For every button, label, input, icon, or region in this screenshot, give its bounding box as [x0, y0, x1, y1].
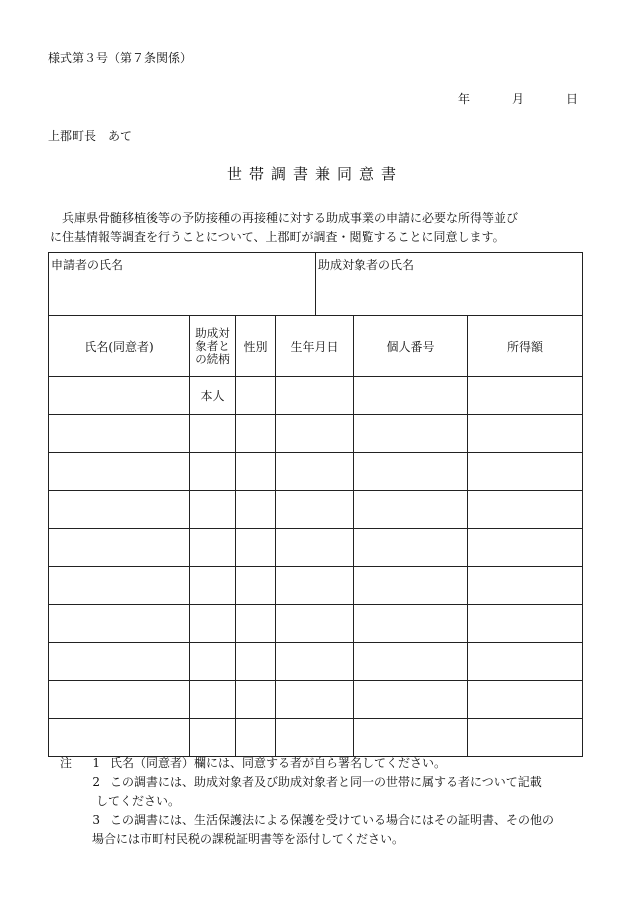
relation-cell[interactable]	[190, 719, 236, 757]
income-cell[interactable]	[468, 529, 583, 567]
note-1-number: 1	[92, 756, 100, 770]
relation-cell[interactable]	[190, 643, 236, 681]
income-cell[interactable]	[468, 491, 583, 529]
id-number-cell[interactable]	[354, 491, 468, 529]
sex-cell[interactable]	[236, 415, 276, 453]
dob-cell[interactable]	[276, 415, 354, 453]
date-line	[458, 90, 578, 107]
notes-section	[60, 754, 590, 849]
id-number-cell[interactable]	[354, 643, 468, 681]
name-cell[interactable]	[49, 453, 190, 491]
income-cell[interactable]	[468, 681, 583, 719]
addressee: 上郡町長 あて	[48, 129, 133, 143]
table-row	[49, 529, 583, 567]
income-cell[interactable]	[468, 719, 583, 757]
dob-cell[interactable]	[276, 719, 354, 757]
form-number: 様式第３号（第７条関係）	[48, 51, 193, 65]
col-header-id-number: 個人番号	[354, 316, 468, 377]
name-cell[interactable]	[49, 529, 190, 567]
dob-cell[interactable]	[276, 529, 354, 567]
table-row	[49, 377, 583, 415]
applicant-name-label: 申請者の氏名	[51, 258, 124, 272]
table-row	[49, 681, 583, 719]
dob-cell[interactable]	[276, 567, 354, 605]
dob-cell[interactable]	[276, 453, 354, 491]
col-header-dob: 生年月日	[276, 316, 354, 377]
note-2-continuation: してください。	[96, 794, 181, 808]
date-year-label: 年	[458, 92, 471, 106]
income-cell[interactable]	[468, 415, 583, 453]
consent-line-2: に住基情報等調査を行うことについて、上郡町が調査・閲覧することに同意します。	[50, 230, 505, 244]
date-month-label: 月	[511, 92, 524, 106]
table-row	[49, 491, 583, 529]
sex-cell[interactable]	[236, 643, 276, 681]
income-cell[interactable]	[468, 643, 583, 681]
sex-cell[interactable]	[236, 719, 276, 757]
target-name-field[interactable]	[316, 253, 583, 316]
sex-cell[interactable]	[236, 567, 276, 605]
consent-statement	[48, 209, 582, 247]
relation-cell[interactable]	[190, 415, 236, 453]
relation-cell[interactable]	[190, 529, 236, 567]
sex-cell[interactable]	[236, 491, 276, 529]
id-number-cell[interactable]	[354, 681, 468, 719]
name-cell[interactable]	[49, 377, 190, 415]
household-table	[48, 252, 583, 757]
relation-cell[interactable]	[190, 605, 236, 643]
table-row	[49, 415, 583, 453]
dob-cell[interactable]	[276, 643, 354, 681]
name-cell[interactable]	[49, 567, 190, 605]
relation-cell[interactable]	[190, 567, 236, 605]
sex-cell[interactable]	[236, 453, 276, 491]
id-number-cell[interactable]	[354, 453, 468, 491]
dob-cell[interactable]	[276, 681, 354, 719]
note-3-continuation: 場合には市町村民税の課税証明書等を添付してください。	[92, 832, 405, 846]
table-row	[49, 605, 583, 643]
note-3-number: 3	[92, 813, 100, 827]
note-2-number: 2	[92, 775, 100, 789]
notes-prefix: 注	[60, 756, 73, 770]
date-day-label: 日	[565, 92, 578, 106]
income-cell[interactable]	[468, 567, 583, 605]
income-cell[interactable]	[468, 453, 583, 491]
id-number-cell[interactable]	[354, 605, 468, 643]
sex-cell[interactable]	[236, 681, 276, 719]
note-1-text: 氏名（同意者）欄には、同意する者が自ら署名してください。	[110, 756, 447, 770]
income-cell[interactable]	[468, 377, 583, 415]
document-title: 世帯調書兼同意書	[226, 165, 403, 183]
relation-cell[interactable]	[190, 491, 236, 529]
relation-cell[interactable]	[190, 453, 236, 491]
id-number-cell[interactable]	[354, 567, 468, 605]
table-row	[49, 453, 583, 491]
consent-line-1: 兵庫県骨髄移植後等の予防接種の再接種に対する助成事業の申請に必要な所得等並び	[62, 211, 519, 225]
relation-cell: 本人	[190, 377, 236, 415]
id-number-cell[interactable]	[354, 415, 468, 453]
sex-cell[interactable]	[236, 529, 276, 567]
relation-header-line-1: 助成対	[195, 325, 230, 340]
relation-cell[interactable]	[190, 681, 236, 719]
name-cell[interactable]	[49, 719, 190, 757]
target-name-label: 助成対象者の氏名	[318, 258, 415, 272]
table-row	[49, 643, 583, 681]
sex-cell[interactable]	[236, 377, 276, 415]
table-row	[49, 719, 583, 757]
column-header-row	[49, 316, 583, 377]
dob-cell[interactable]	[276, 491, 354, 529]
dob-cell[interactable]	[276, 605, 354, 643]
income-cell[interactable]	[468, 605, 583, 643]
id-number-cell[interactable]	[354, 377, 468, 415]
relation-header-line-3: の続柄	[195, 351, 230, 366]
note-1	[60, 754, 590, 773]
relation-header-line-2: 象者と	[195, 338, 230, 353]
names-row	[49, 253, 583, 316]
name-cell[interactable]	[49, 605, 190, 643]
sex-cell[interactable]	[236, 605, 276, 643]
name-cell[interactable]	[49, 491, 190, 529]
dob-cell[interactable]	[276, 377, 354, 415]
applicant-name-field[interactable]	[49, 253, 316, 316]
note-3	[60, 811, 590, 830]
id-number-cell[interactable]	[354, 719, 468, 757]
table-row	[49, 567, 583, 605]
note-3-text: この調書には、生活保護法による保護を受けている場合にはその証明書、その他の	[110, 813, 555, 827]
col-header-name: 氏名(同意者)	[49, 316, 190, 377]
name-cell[interactable]	[49, 415, 190, 453]
name-cell[interactable]	[49, 643, 190, 681]
note-2-text: この調書には、助成対象者及び助成対象者と同一の世帯に属する者について記載	[110, 775, 542, 789]
col-header-relation	[190, 316, 236, 377]
col-header-income: 所得額	[468, 316, 583, 377]
name-cell[interactable]	[49, 681, 190, 719]
col-header-sex: 性別	[236, 316, 276, 377]
note-2	[60, 773, 590, 792]
id-number-cell[interactable]	[354, 529, 468, 567]
